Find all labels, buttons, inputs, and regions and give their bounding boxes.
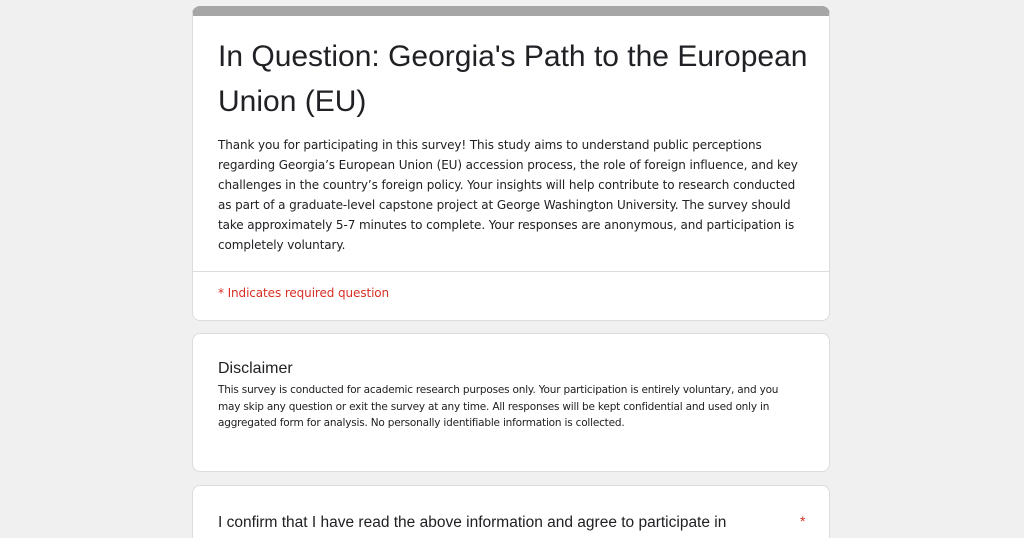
disclaimer-section-card (192, 333, 830, 472)
disclaimer-title: Disclaimer (218, 360, 293, 377)
consent-question-text: I confirm that I have read the above information and agree to participate in (218, 514, 727, 531)
form-header-card (192, 6, 830, 321)
required-asterisk: * (800, 513, 806, 529)
required-question-note: * Indicates required question (218, 286, 390, 300)
header-divider (193, 271, 829, 272)
form-description: Thank you for participating in this survey! This study aims to understand public perceptions regarding Georgia’s European Union (EU) accession process, the role of foreign influence, and key challenges in the country’s foreign policy. Your insights will help contribute to research conducted as part of a graduate-level capstone project at George Washington University. The survey should take approximately 5-7 minutes to complete. Your responses are anonymous, and participation is completely voluntary. (218, 138, 798, 252)
disclaimer-text: This survey is conducted for academic research purposes only. Your participation is entirely voluntary, and you may skip any question or exit the survey at any time. All responses will be kept confidential and used only in aggregated form for analysis. No personally identifiable information is collected. (218, 384, 779, 429)
form-title: In Question: Georgia's Path to the European Union (EU) (218, 40, 808, 118)
consent-question-card[interactable] (192, 485, 830, 538)
